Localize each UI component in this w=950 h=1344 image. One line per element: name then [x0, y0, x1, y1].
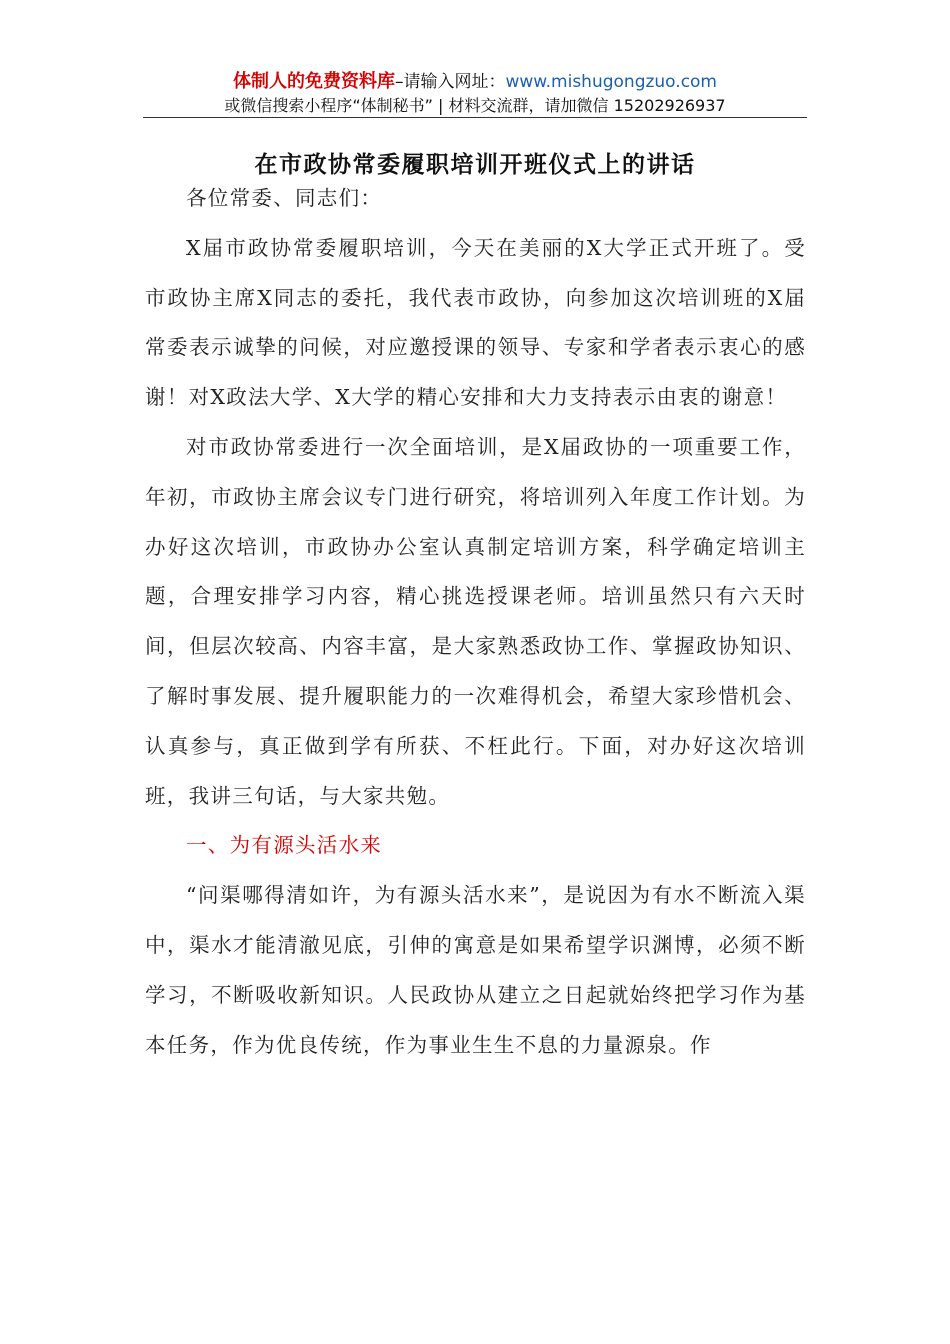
header-url-link[interactable]: www.mishugongzuo.com	[505, 72, 717, 92]
salutation: 各位常委、同志们：	[186, 186, 383, 210]
document-title: 在市政协常委履职培训开班仪式上的讲话	[254, 151, 696, 178]
paragraph-2: 对市政协常委进行一次全面培训，是X届政协的一项重要工作，年初，市政协主席会议专门进行研究，将培训列入年度工作计划。为办好这次培训，市政协办公室认真制定培训方案，科学确定培训主题，合理安排学习内容，精心挑选授课老师。培训虽然只有六天时间，但层次较高、内容丰富，是大家熟悉政协工作、掌握政协知识、了解时事发展、提升履职能力的一次难得机会，希望大家珍惜机会、认真参与，真正做到学有所获、不枉此行。下面，对办好这次培训班，我讲三句话，与大家共勉。	[145, 434, 806, 808]
paragraph-1: X届市政协常委履职培训，今天在美丽的X大学正式开班了。受市政协主席X同志的委托，我代表市政协，向参加这次培训班的X届常委表示诚挚的问候，对应邀授课的领导、专家和学者表示衷心的感谢！对X政法大学、X大学的精心安排和大力支持表示由衷的谢意！	[145, 235, 806, 410]
site-header	[143, 70, 807, 118]
header-prompt: –请输入网址：	[394, 72, 506, 92]
section-1-paragraph: “问渠哪得清如许，为有源头活水来”，是说因为有水不断流入渠中，渠水才能清澈见底，引伸的寓意是如果希望学识渊博，必须不断学习，不断吸收新知识。人民政协从建立之日起就始终把学习作为基本任务，作为优良传统，作为事业生生不息的力量源泉。作	[145, 883, 806, 1057]
document-body	[145, 174, 806, 1070]
header-contact-line: 或微信搜索小程序“体制秘书” | 材料交流群，请加微信 15202926937	[224, 96, 726, 115]
section-heading-1: 一、为有源头活水来	[186, 833, 383, 858]
header-brand: 体制人的免费资料库	[232, 71, 395, 92]
header-divider	[143, 117, 807, 118]
header-banner	[143, 70, 807, 94]
